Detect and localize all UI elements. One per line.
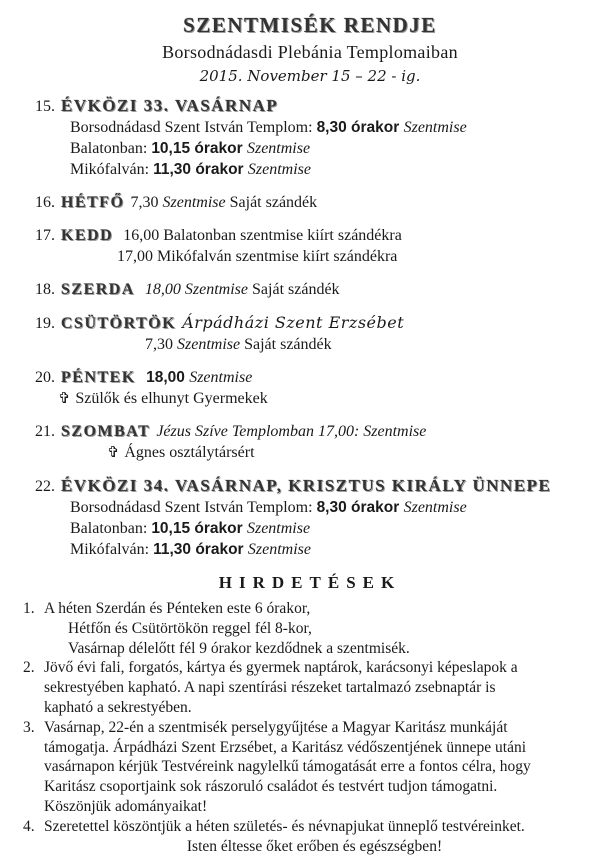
schedule-line [35,138,585,159]
schedule-line [35,442,585,463]
mass-schedule-list [35,95,585,560]
schedule-item [35,95,585,180]
schedule-day-heading: SZERDA [61,281,135,298]
text-segment: Balatonban: [70,520,152,537]
text-segment: Szentmise [247,161,311,178]
schedule-line [35,334,585,355]
schedule-item-number: 19. [35,315,55,332]
text-segment: Mikófalván: [70,541,154,558]
schedule-item-number: 18. [35,281,55,298]
announcement-line: Vasárnap, 22-én a szentmisék perselygyűjtése a Magyar Karitász munkáját [44,718,508,736]
text-segment: 18,00 [140,281,185,298]
text-segment: Szentmise [184,281,249,298]
text-segment: Szentmise [247,541,311,558]
schedule-item-head [35,225,585,246]
schedule-item-head [35,475,585,497]
announcement-line: Karitász csoportjaink sok rászoruló családot és testvért tudjon támogatni. [44,778,498,796]
text-segment: Árpádházi Szent Erzsébet [182,313,405,332]
schedule-day-heading: KEDD [61,227,114,244]
text-segment: Balatonban: [70,140,152,157]
announcement-item [23,658,585,717]
announcement-line: sekrestyében kapható. A napi szentírási részeket tartalmazó zsebnaptár is [44,679,496,697]
schedule-line [35,539,585,560]
schedule-item [35,312,585,355]
text-segment: Jézus Szíve Templomban 17,00: [156,423,364,440]
text-segment: Szentmise [162,194,226,211]
announcement-line: Isten éltesse őket erőben és egészségben! [186,837,443,855]
schedule-item-head [35,421,585,442]
announcement-line: vasárnapon kérjük Testvéreink nagylelkű támogatását erre a fontos célra, hogy [44,758,531,776]
text-segment: 18,00 [141,369,190,386]
schedule-line [35,246,585,267]
schedule-line [35,388,585,409]
text-segment: 11,30 órakor [153,161,248,178]
cross-icon: ✞ [107,443,125,461]
text-segment: Szentmise [189,369,253,386]
schedule-item-number: 15. [35,98,55,115]
text-segment: 11,30 órakor [153,541,248,558]
schedule-item-number: 20. [35,369,55,386]
text-segment: Szentmise [403,499,467,516]
text-segment: Borsodnádasd Szent István Templom: [70,119,317,136]
schedule-item-number: 22. [35,478,55,495]
text-segment: Szülők és elhunyt Gyermekek [75,390,268,407]
schedule-line [35,117,585,138]
schedule-day-heading: CSÜTÖRTÖK [61,315,177,332]
announcement-line: Szeretettel köszöntjük a héten születés- és névnapjukat ünneplő testvéreinket. [44,817,525,835]
announcement-line: kapható a sekrestyében. [44,698,192,716]
schedule-day-heading: PÉNTEK [61,369,136,386]
schedule-item-head [35,312,585,334]
schedule-item [35,192,585,213]
text-segment: Szentmise [246,140,311,157]
text-segment: 10,15 órakor [151,140,247,157]
schedule-item [35,279,585,300]
date-range: 2015. November 15 – 22 - ig. [199,67,421,85]
text-segment: Ágnes osztálytársért [124,444,255,461]
text-segment: Mikófalván: [70,161,154,178]
announcement-line: A héten Szerdán és Pénteken este 6 órakor, [44,600,311,617]
schedule-item [35,475,585,560]
text-segment: Szentmise [246,520,311,537]
announcement-item [23,599,585,658]
announcement-line: támogatja. Árpádházi Szent Erzsébet, a Karitász védőszentjének ünnepe utáni [44,738,527,756]
announcement-item [23,718,585,817]
schedule-item-head [35,95,585,117]
text-segment: 8,30 órakor [316,119,404,136]
schedule-item-number: 17. [35,227,55,244]
announcement-number: 4. [23,817,35,835]
text-segment: 17,00 Mikófalván szentmise kiírt szándékra [117,248,398,265]
schedule-day-heading: ÉVKÖZI 33. VASÁRNAP [61,96,279,115]
schedule-line [35,497,585,518]
announcement-body [44,718,585,817]
schedule-day-heading: HÉTFŐ [61,194,125,211]
text-segment: Szentmise [403,119,467,136]
text-segment: 10,15 órakor [151,520,247,537]
announcement-line: Hétfőn és Csütörtökön reggel fél 8-kor, [68,619,312,637]
schedule-day-heading: SZOMBAT [61,423,151,440]
text-segment: Szentmise [363,423,427,440]
announcements-heading: HIRDETÉSEK [218,573,402,592]
schedule-line [35,159,585,180]
text-segment: Borsodnádasd Szent István Templom: [70,499,317,516]
schedule-item-number: 16. [35,194,55,211]
text-segment: Saját szándék [248,281,340,298]
schedule-item [35,225,585,267]
announcement-body [44,817,585,856]
schedule-item-head [35,367,585,388]
schedule-item [35,367,585,409]
text-segment: Saját szándék [240,336,332,353]
schedule-item [35,421,585,463]
announcement-body [44,658,585,717]
text-segment: Szentmise [177,336,241,353]
announcements-list [23,599,585,856]
text-segment: Saját szándék [225,194,318,211]
text-segment: 7,30 [130,194,163,211]
announcement-line: Vasárnap délelőtt fél 9 órakor kezdődnek a szentmisék. [68,639,410,657]
page-subtitle: Borsodnádasdi Plebánia Templomaiban [162,42,458,62]
cross-icon: ✞ [58,389,76,407]
text-segment: 7,30 [145,336,177,353]
schedule-item-head [35,279,585,300]
announcement-number: 3. [23,718,35,736]
announcement-item [23,817,585,856]
schedule-item-number: 21. [35,423,55,440]
announcement-number: 2. [23,659,35,677]
announcement-line: Jövő évi fali, forgatós, kártya és gyermek naptárok, karácsonyi képeslapok a [44,659,518,677]
schedule-day-heading: ÉVKÖZI 34. VASÁRNAP, KRISZTUS KIRÁLY ÜNNEPE [61,476,552,495]
announcement-line: Köszönjük adományaikat! [44,797,208,815]
schedule-item-head [35,192,585,213]
page-title: SZENTMISÉK RENDJE [183,13,437,37]
announcement-number: 1. [23,600,35,617]
schedule-line [35,518,585,539]
text-segment: 8,30 órakor [316,499,404,516]
text-segment: 16,00 Balatonban szentmise kiírt szándékra [119,227,402,244]
announcement-body [44,599,585,658]
